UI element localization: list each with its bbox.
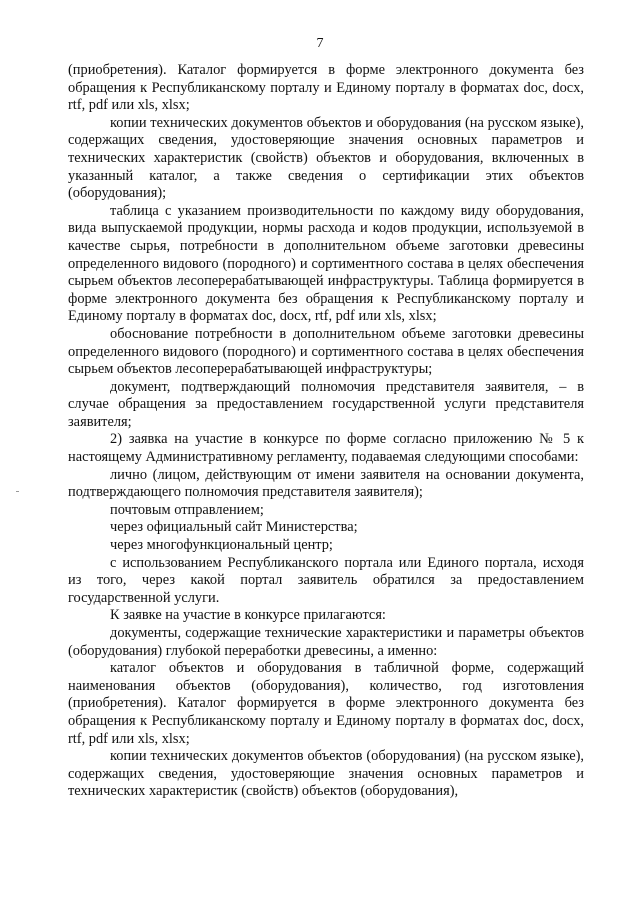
paragraph-need-justification: обоснование потребности в дополнительном объеме заготовки древесины определенного видового (породного) и сортиментного состава в целях обеспечения сырьем объектов лесоперерабатывающей инфраструктуры;: [68, 325, 584, 378]
paragraph-method-mail: почтовым отправлением;: [110, 501, 264, 518]
paragraph-attachments-intro: К заявке на участие в конкурсе прилагаются:: [110, 607, 386, 624]
paragraph-technical-docs-copies-2: копии технических документов объектов (оборудования) (на русском языке), содержащих сведения, удостоверяющие значения основных параметров и технических характеристик (свойств) объектов (оборудования),: [68, 748, 584, 800]
page-number: 7: [316, 36, 324, 51]
paragraph-method-mfc: через многофункциональный центр;: [110, 537, 333, 554]
paragraph-method-in-person: лично (лицом, действующим от имени заявителя на основании документа, подтверждающего полномочия представителя заявителя);: [68, 466, 584, 501]
margin-mark: [16, 491, 19, 492]
paragraph-representative-authority: документ, подтверждающий полномочия представителя заявителя, – в случае обращения за предоставлением государственной услуги представителя заявителя;: [68, 378, 584, 430]
paragraph-technical-docs-copies: копии технических документов объектов и оборудования (на русском языке), содержащих сведения, удостоверяющие значения основных параметров и технических характеристик (свойств) объектов и оборудования, включенных в указанный каталог, а также сведения о сертификации этих объектов (оборудования);: [68, 114, 584, 202]
paragraph-objects-catalog: каталог объектов и оборудования в табличной форме, содержащий наименования объектов (оборудования), количество, год изготовления (приобретения). Каталог формируется в форме электронного документа без обращения к Республиканскому порталу и Единому порталу в форматах doc, docx, rtf, pdf или xls, xlsx;: [68, 660, 584, 747]
document-body: [68, 62, 584, 801]
paragraph-catalog-continuation: (приобретения). Каталог формируется в форме электронного документа без обращения к Республиканскому порталу и Единому порталу в форматах doc, docx, rtf, pdf или xls, xlsx;: [68, 62, 584, 114]
paragraph-productivity-table: таблица с указанием производительности по каждому виду оборудования, вида выпускаемой продукции, нормы расхода и кодов продукции, используемой в качестве сырья, потребности в дополнительном объеме заготовки древесины определенного видового (породного) и сортиментного состава в целях обеспечения сырьем объектов лесоперерабатывающей инфраструктуры. Таблица формируется в форме электронного документа без обращения к Республиканскому порталу и Единому порталу в форматах doc, docx, rtf, pdf или xls, xlsx;: [68, 202, 584, 325]
paragraph-technical-characteristics: документы, содержащие технические характеристики и параметры объектов (оборудования) глубокой переработки древесины, а именно:: [68, 625, 584, 659]
paragraph-application-item-2: 2) заявка на участие в конкурсе по форме согласно приложению № 5 к настоящему Административному регламенту, подаваемая следующими способами:: [68, 431, 584, 466]
paragraph-method-website: через официальный сайт Министерства;: [110, 519, 358, 536]
paragraph-method-portal: с использованием Республиканского портала или Единого портала, исходя из того, через какой портал заявитель обратился за предоставлением государственной услуги.: [68, 554, 584, 606]
